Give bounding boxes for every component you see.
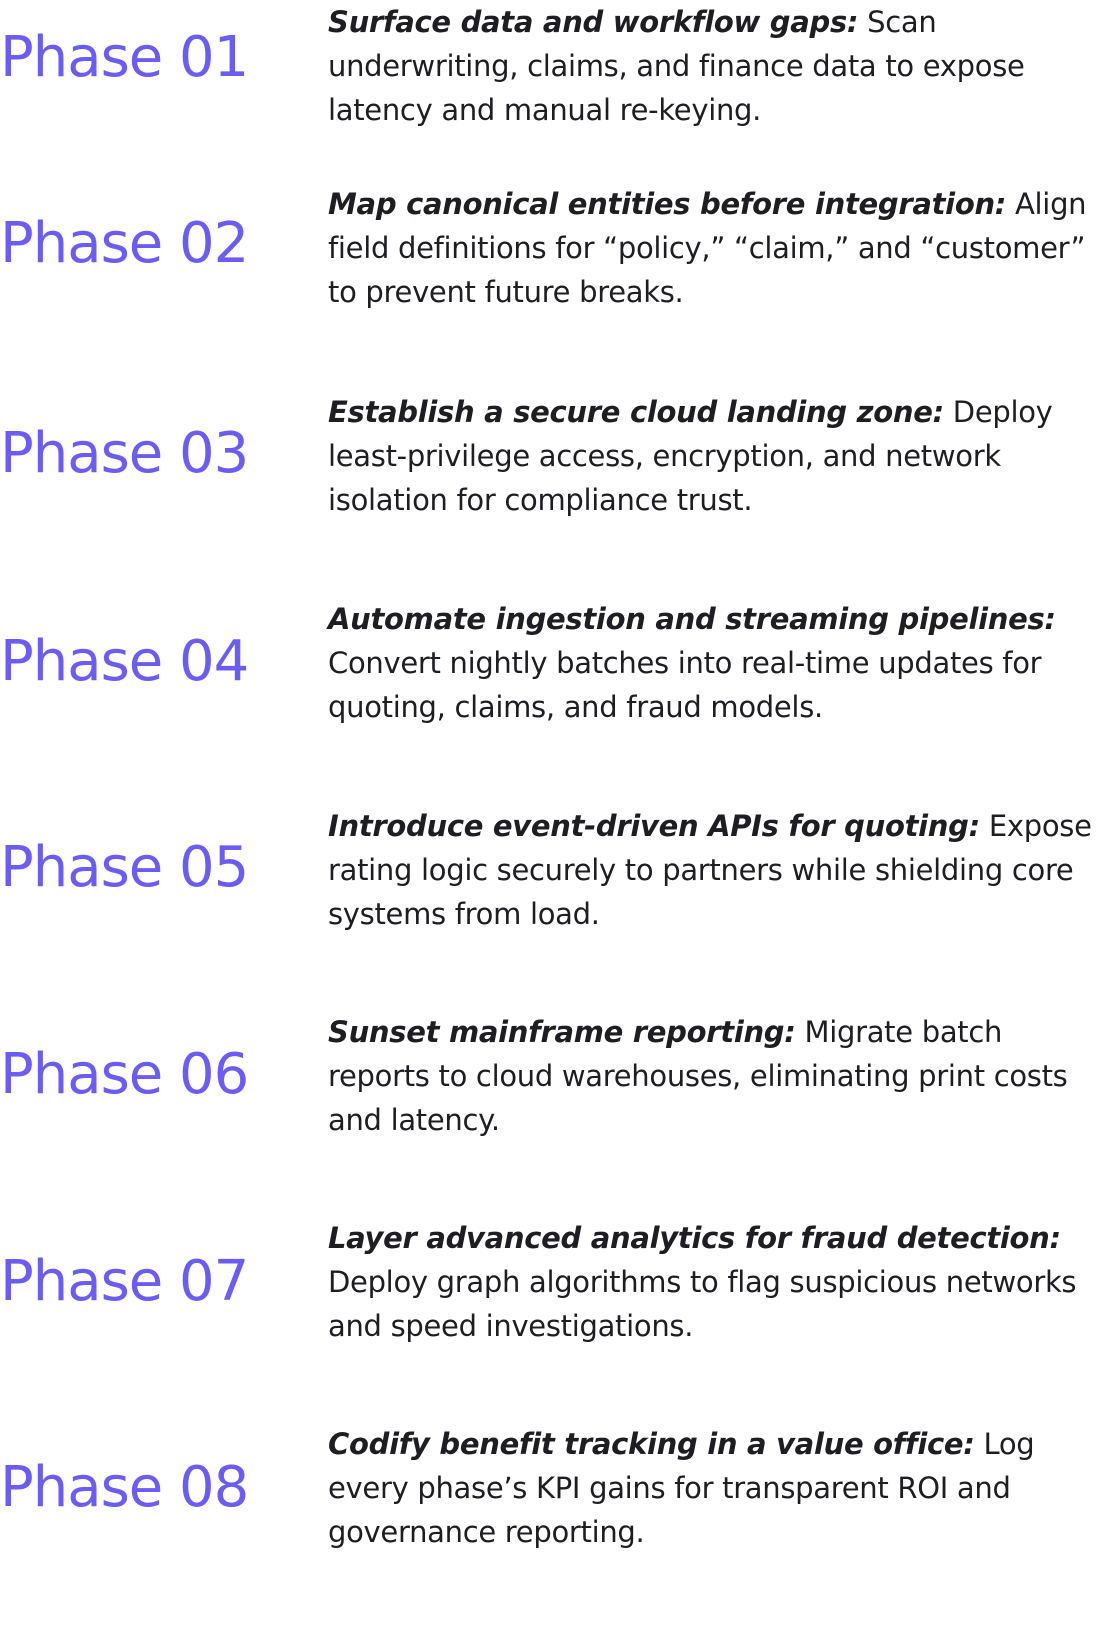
phase-description xyxy=(328,1216,1108,1348)
phase-description xyxy=(328,0,1108,132)
phase-text: Migrate batch reports to cloud warehouses, eliminating print costs and latency. xyxy=(328,1015,1068,1137)
phase-lead: Codify benefit tracking in a value office: xyxy=(328,1427,975,1461)
phase-text: Align field definitions for “policy,” “claim,” and “customer” to prevent future breaks. xyxy=(328,187,1087,309)
phase-lead: Automate ingestion and streaming pipelines: xyxy=(328,602,1056,636)
phase-text: Log every phase’s KPI gains for transparent ROI and governance reporting. xyxy=(328,1427,1035,1549)
phase-description xyxy=(328,1010,1108,1142)
phase-row-01 xyxy=(0,0,1112,150)
phase-text: Deploy graph algorithms to flag suspicious networks and speed investigations. xyxy=(328,1265,1077,1343)
phase-label: Phase 08 xyxy=(0,1455,249,1520)
phase-label: Phase 07 xyxy=(0,1249,249,1314)
phase-lead: Map canonical entities before integration: xyxy=(328,187,1007,221)
phase-lead: Introduce event-driven APIs for quoting: xyxy=(328,809,980,843)
phase-text: Deploy least-privilege access, encryption, and network isolation for compliance trust. xyxy=(328,395,1053,517)
phase-row-03 xyxy=(0,390,1112,540)
phase-row-07 xyxy=(0,1216,1112,1366)
phase-label: Phase 06 xyxy=(0,1042,249,1107)
phase-label: Phase 02 xyxy=(0,211,249,276)
phase-row-05 xyxy=(0,804,1112,954)
phase-description xyxy=(328,182,1108,314)
phase-row-08 xyxy=(0,1422,1112,1572)
phase-label: Phase 05 xyxy=(0,835,249,900)
phase-label: Phase 04 xyxy=(0,629,249,694)
phase-lead: Surface data and workflow gaps: xyxy=(328,5,859,39)
phase-row-02 xyxy=(0,182,1112,332)
phase-description xyxy=(328,597,1108,729)
phase-lead: Establish a secure cloud landing zone: xyxy=(328,395,944,429)
phase-row-04 xyxy=(0,597,1112,747)
phase-description xyxy=(328,1422,1108,1554)
phase-description xyxy=(328,390,1108,522)
phase-text: Expose rating logic securely to partners while shielding core systems from load. xyxy=(328,809,1092,931)
phase-text: Convert nightly batches into real-time updates for quoting, claims, and fraud models. xyxy=(328,646,1042,724)
phase-label: Phase 01 xyxy=(0,25,249,90)
phase-lead: Sunset mainframe reporting: xyxy=(328,1015,796,1049)
phase-label: Phase 03 xyxy=(0,421,249,486)
phase-description xyxy=(328,804,1108,936)
phase-lead: Layer advanced analytics for fraud detection: xyxy=(328,1221,1061,1255)
phase-text: Scan underwriting, claims, and finance data to expose latency and manual re-keying. xyxy=(328,5,1025,127)
phase-row-06 xyxy=(0,1010,1112,1160)
